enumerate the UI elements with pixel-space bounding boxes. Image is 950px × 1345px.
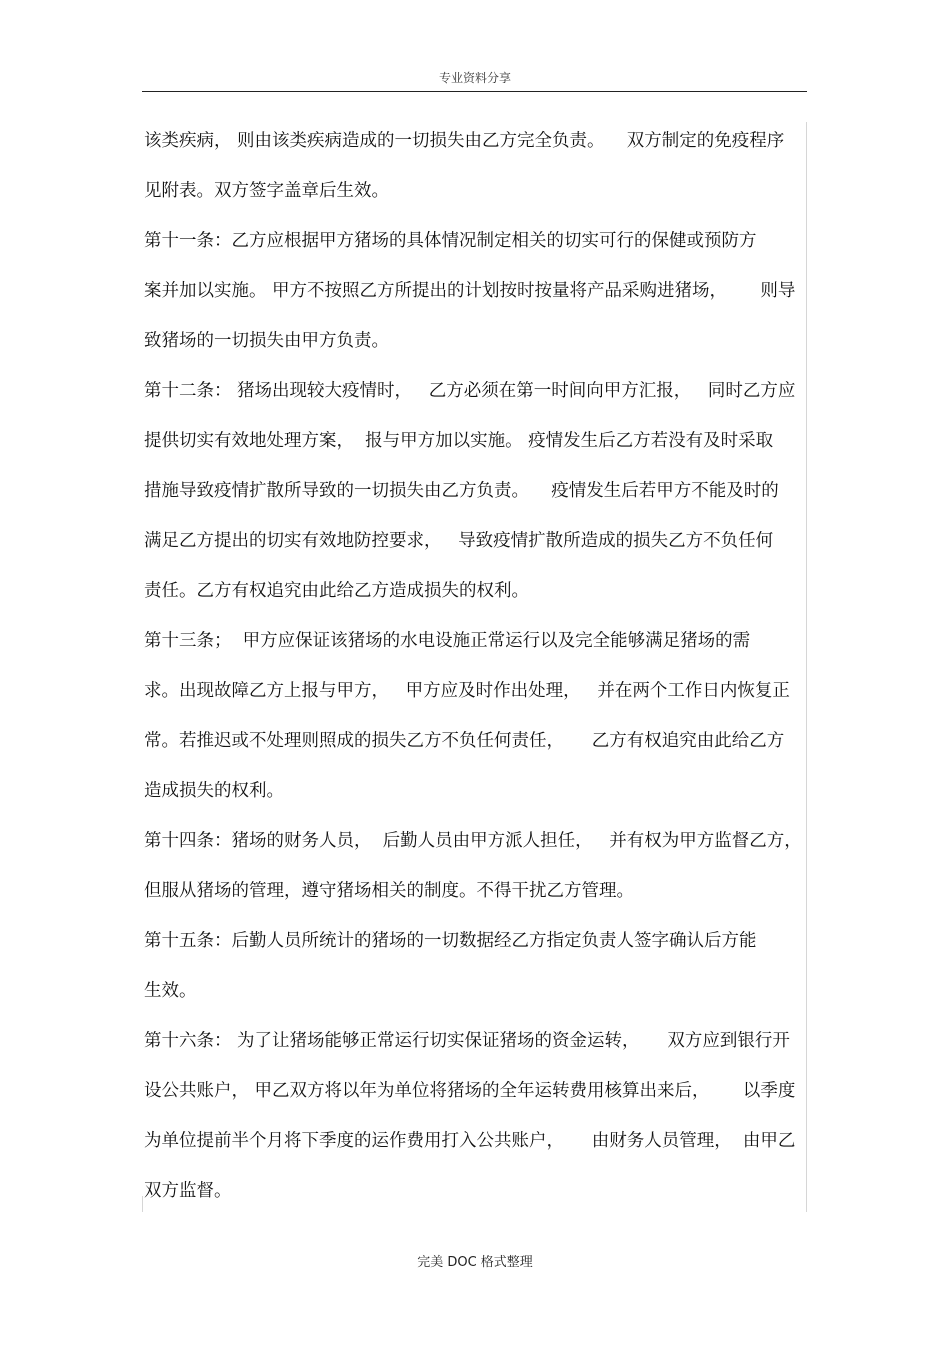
text-line: 该类疾病， 则由该类疾病造成的一切损失由乙方完全负责。 双方制定的免疫程序 (144, 131, 785, 151)
text-line: 为单位提前半个月将下季度的运作费用打入公共账户， 由财务人员管理， 由甲乙 (144, 1131, 796, 1151)
text-line: 致猪场的一切损失由甲方负责。 (144, 331, 389, 351)
text-line: 双方监督。 (144, 1181, 232, 1201)
page-footer: 完美 DOC 格式整理 (417, 1255, 533, 1270)
header-divider (142, 91, 807, 92)
text-line: 第十一条：乙方应根据甲方猪场的具体情况制定相关的切实可行的保健或预防方 (144, 231, 757, 251)
text-line: 第十五条：后勤人员所统计的猪场的一切数据经乙方指定负责人签字确认后方能 (144, 931, 757, 951)
text-line: 第十六条： 为了让猪场能够正常运行切实保证猪场的资金运转， 双方应到银行开 (144, 1031, 790, 1051)
page-frame-left-border (142, 1196, 143, 1212)
text-line: 责任。乙方有权追究由此给乙方造成损失的权利。 (144, 581, 529, 601)
text-line: 满足乙方提出的切实有效地防控要求， 导致疫情扩散所造成的损失乙方不负任何 (144, 531, 774, 551)
text-line: 第十二条： 猪场出现较大疫情时， 乙方必须在第一时间向甲方汇报， 同时乙方应 (144, 381, 796, 401)
text-line: 造成损失的权利。 (144, 781, 284, 801)
page-frame-right-border (806, 122, 807, 1212)
text-line: 但服从猪场的管理，遵守猪场相关的制度。不得干扰乙方管理。 (144, 881, 634, 901)
text-line: 求。出现故障乙方上报与甲方， 甲方应及时作出处理， 并在两个工作日内恢复正 (144, 681, 790, 701)
document-body (144, 126, 806, 1226)
text-line: 见附表。双方签字盖章后生效。 (144, 181, 389, 201)
text-line: 常。若推迟或不处理则照成的损失乙方不负任何责任， 乙方有权追究由此给乙方 (144, 731, 785, 751)
text-line: 措施导致疫情扩散所导致的一切损失由乙方负责。 疫情发生后若甲方不能及时的 (144, 481, 779, 501)
text-line: 生效。 (144, 981, 197, 1001)
text-line: 案并加以实施。 甲方不按照乙方所提出的计划按时按量将产品采购进猪场， 则导 (144, 281, 796, 301)
page-header: 专业资料分享 (438, 71, 511, 85)
text-line: 第十三条； 甲方应保证该猪场的水电设施正常运行以及完全能够满足猪场的需 (144, 631, 751, 651)
text-line: 设公共账户， 甲乙双方将以年为单位将猪场的全年运转费用核算出来后， 以季度 (144, 1081, 796, 1101)
text-line: 第十四条：猪场的财务人员， 后勤人员由甲方派人担任， 并有权为甲方监督乙方， (144, 831, 802, 851)
text-line: 提供切实有效地处理方案， 报与甲方加以实施。 疫情发生后乙方若没有及时采取 (144, 431, 774, 451)
